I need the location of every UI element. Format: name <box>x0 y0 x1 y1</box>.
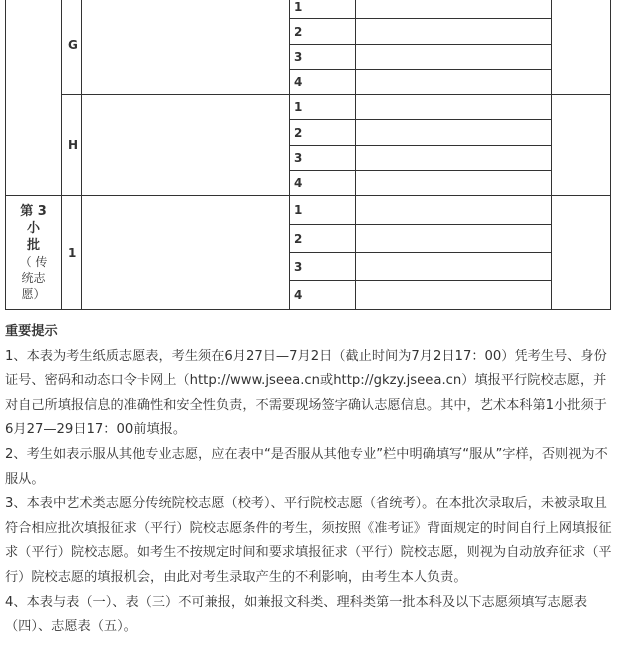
choice-number: 4 <box>290 171 356 196</box>
choice-number: 3 <box>290 253 356 281</box>
group-1-school-cell[interactable] <box>82 196 290 310</box>
batch-3-note: 统志 <box>21 271 46 285</box>
major-input-cell[interactable] <box>356 196 552 225</box>
note-item-1: 1、本表为考生纸质志愿表，考生须在6月27日—7月2日（截止时间为7月2日17：00）凭考生号、身份证号、密码和动态口令卡网上（http://www.jseea.cn或http://gkzy.jseea.cn）填报平行院校志愿，并对自己所填报信息的准确性和安全性负责，不需要现场签字确认志愿信息。其中，艺术本科第1小批须于6月27—29日17：00前填报。 <box>5 348 607 438</box>
group-label-1: 1 <box>62 196 82 310</box>
notes-heading: 重要提示 <box>5 324 58 339</box>
important-notes <box>5 320 613 640</box>
major-input-cell[interactable] <box>356 19 552 45</box>
batch-3-label <box>6 196 62 310</box>
batch-2-cell <box>6 0 62 196</box>
batch-3-title: 第 3 <box>20 204 47 219</box>
choice-number: 3 <box>290 45 356 70</box>
choice-number: 3 <box>290 146 356 171</box>
choice-number: 1 <box>290 0 356 19</box>
major-input-cell[interactable] <box>356 225 552 253</box>
choice-number: 4 <box>290 70 356 95</box>
major-input-cell[interactable] <box>356 146 552 171</box>
group-h-obey-cell[interactable] <box>552 95 611 196</box>
batch-3-note: 愿） <box>21 287 46 301</box>
major-input-cell[interactable] <box>356 0 552 19</box>
note-item-4: 4、本表与表（一）、表（三）不可兼报，如兼报文科类、理科类第一批本科及以下志愿须填写志愿表（四）、志愿表（五）。 <box>5 594 588 635</box>
group-g-school-cell[interactable] <box>82 0 290 95</box>
batch-3-title: 批 <box>26 238 40 253</box>
group-1-obey-cell[interactable] <box>552 196 611 310</box>
major-input-cell[interactable] <box>356 95 552 120</box>
group-g-obey-cell[interactable] <box>552 0 611 95</box>
note-item-3: 3、本表中艺术类志愿分传统院校志愿（校考）、平行院校志愿（省统考）。在本批次录取后，未被录取且符合相应批次填报征求（平行）院校志愿条件的考生，须按照《准考证》背面规定的时间自行上网填报征求（平行）院校志愿。如考生不按规定时间和要求填报征求（平行）院校志愿，则视为自动放弃征求（平行）院校志愿的填报机会，由此对考生录取产生的不利影响，由考生本人负责。 <box>5 496 612 585</box>
choice-number: 4 <box>290 281 356 310</box>
major-input-cell[interactable] <box>356 253 552 281</box>
major-input-cell[interactable] <box>356 171 552 196</box>
choice-number: 2 <box>290 120 356 146</box>
choice-number: 1 <box>290 95 356 120</box>
major-input-cell[interactable] <box>356 45 552 70</box>
batch-3-note: （ 传 <box>19 255 48 269</box>
group-h-school-cell[interactable] <box>82 95 290 196</box>
volunteer-form-table <box>5 0 611 310</box>
major-input-cell[interactable] <box>356 281 552 310</box>
major-input-cell[interactable] <box>356 70 552 95</box>
group-label-h: H <box>62 95 82 196</box>
batch-3-title: 小 <box>26 221 40 236</box>
group-label-g: G <box>62 0 82 95</box>
note-item-2: 2、考生如表示服从其他专业志愿，应在表中“是否服从其他专业”栏中明确填写“服从”字样，否则视为不服从。 <box>5 446 608 487</box>
choice-number: 1 <box>290 196 356 225</box>
major-input-cell[interactable] <box>356 120 552 146</box>
choice-number: 2 <box>290 225 356 253</box>
choice-number: 2 <box>290 19 356 45</box>
